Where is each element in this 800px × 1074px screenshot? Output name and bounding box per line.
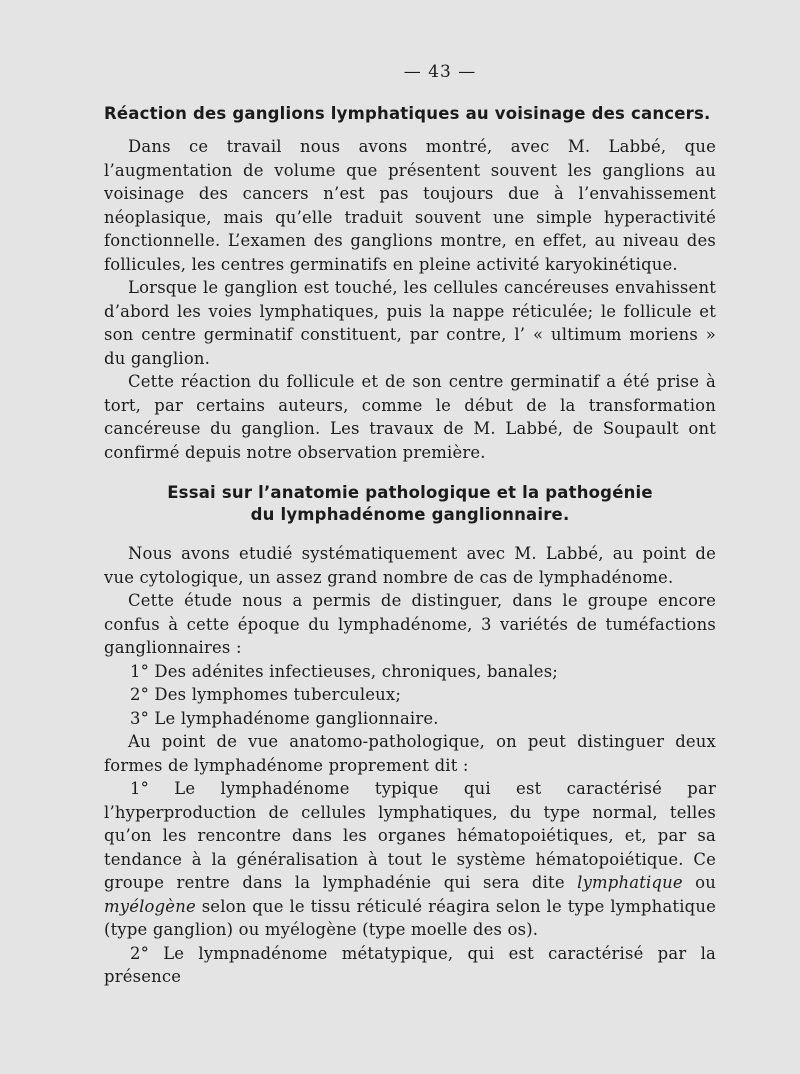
section-heading-lymphadenoma: [104, 482, 716, 526]
paragraph: Nous avons etudié systématiquement avec M. Labbé, au point de vue cytologique, un assez grand nombre de cas de lymphadénome.: [104, 544, 716, 587]
paragraph: Lorsque le ganglion est touché, les cellules cancéreuses envahissent d’abord les voies lymphatiques, puis la nappe réticulée; le follicule et son centre germinatif constituent, par contre, l’ « ultimum moriens » du ganglion.: [104, 278, 716, 368]
list-item-typical-form: 1° Le lymphadénome typique qui est caractérisé par l’hyperproduction de cellules lymphatiques, du type normal, telles qu’on les rencontre dans les organes hématopoiétiques, et, par sa tendance à la généralisation à tout le système hématopoiétique. Ce groupe rentre dans la lymphadénie qui sera dite lymphatique ou myélogène selon que le tissu réticulé réagira selon le type lymphatique (type ganglion) ou myélogène (type moelle des os).: [104, 779, 716, 939]
list-item-metatypical-form: 2° Le lympnadénome métatypique, qui est caractérisé par la présence: [104, 943, 716, 986]
emphasis: lymphatique: [577, 873, 683, 892]
section-heading-lymph-node-reaction: Réaction des ganglions lymphatiques au voisinage des cancers.: [104, 104, 711, 123]
emphasis: myélogène: [104, 896, 196, 916]
list-item: 3° Le lymphadénome ganglionnaire.: [130, 708, 439, 728]
heading-line: du lymphadénome ganglionnaire.: [250, 505, 570, 524]
paragraph: Cette étude nous a permis de distinguer, dans le groupe encore confus à cette époque du lymphadénome, 3 variétés de tuméfactions ganglionnaires :: [104, 591, 716, 657]
heading-line: Essai sur l’anatomie pathologique et la pathogénie: [167, 483, 653, 502]
paragraph: Cette réaction du follicule et de son centre germinatif a été prise à tort, par certains auteurs, comme le début de la transformation cancéreuse du ganglion. Les travaux de M. Labbé, de Soupault ont confirmé depuis notre observation première.: [104, 372, 716, 462]
page-number: — 43 —: [403, 62, 477, 82]
paragraph: Au point de vue anatomo-pathologique, on peut distinguer deux formes de lymphadénome proprement dit :: [104, 732, 716, 775]
list-item: 2° Des lymphomes tuberculeux;: [130, 685, 402, 704]
paragraph: Dans ce travail nous avons montré, avec M. Labbé, que l’augmentation de volume que présentent souvent les ganglions au voisinage des cancers n’est pas toujours due à l’envahissement néoplasique, mais qu’elle traduit souvent une simple hyperactivité fonctionnelle. L’examen des ganglions montre, en effet, au niveau des follicules, les centres germinatifs en pleine activité karyokinétique.: [104, 137, 716, 274]
list-item: 1° Des adénites infectieuses, chroniques, banales;: [130, 661, 559, 681]
